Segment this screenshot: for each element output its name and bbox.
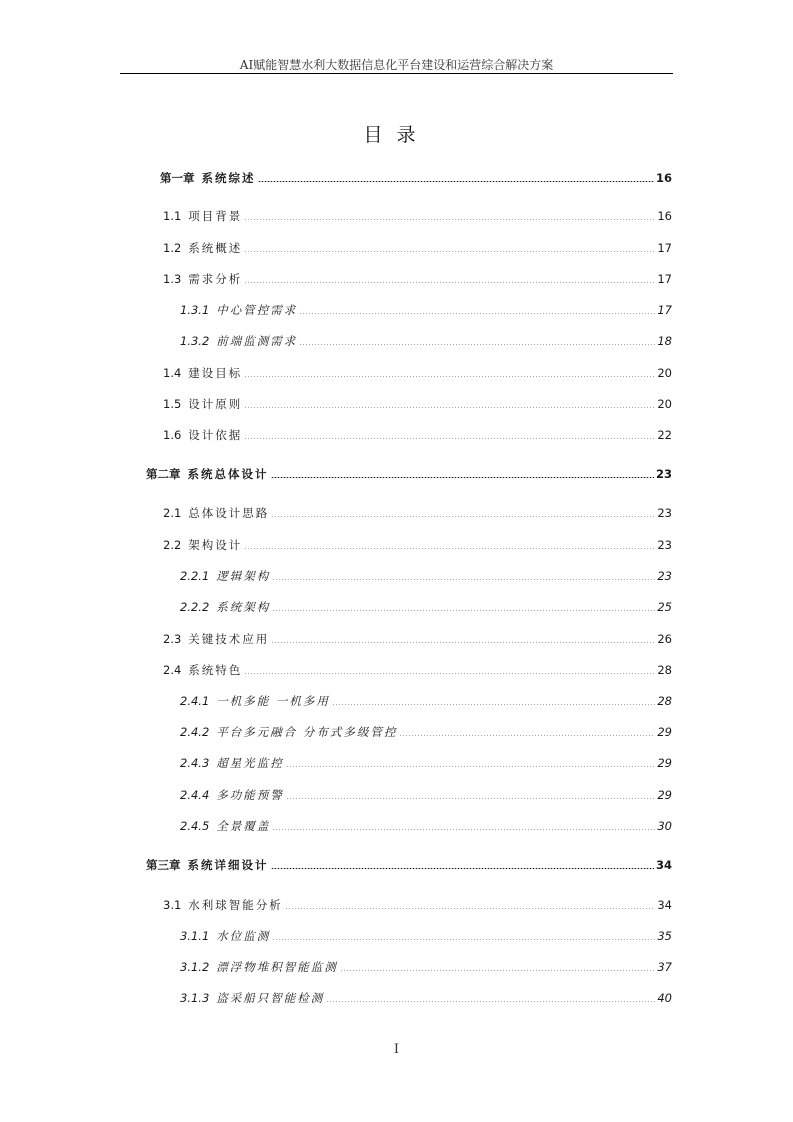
toc-dot-leader: [244, 438, 655, 439]
toc-entry-number: 2.1: [163, 506, 182, 520]
toc-entry[interactable]: [180, 693, 672, 709]
toc-entry-page: 17: [657, 272, 672, 286]
toc-entry-title: 中心管控需求: [216, 303, 298, 317]
toc-entry-page: 23: [657, 569, 672, 583]
toc-entry-title: 一机多能 一机多用: [216, 694, 330, 708]
toc-entry-number: 第一章: [160, 171, 195, 185]
toc-dot-leader: [272, 939, 655, 940]
toc-entry-title: 项目背景: [188, 209, 243, 223]
running-header: AI赋能智慧水利大数据信息化平台建设和运营综合解决方案: [239, 58, 554, 72]
toc-dot-leader: [244, 376, 655, 377]
toc-dot-leader: [244, 219, 655, 220]
toc-entry[interactable]: [163, 897, 672, 913]
toc-entry-title: 关键技术应用: [188, 632, 270, 646]
toc-entry-title: 水利球智能分析: [188, 898, 283, 912]
toc-entry-number: 第三章: [146, 858, 181, 872]
toc-dot-leader: [244, 407, 655, 408]
toc-dot-leader: [271, 477, 654, 478]
toc-entry-title: 设计原则: [188, 397, 243, 411]
toc-dot-leader: [299, 344, 655, 345]
toc-dot-leader: [272, 829, 655, 830]
toc-entry-page: 25: [657, 600, 672, 614]
toc-entry[interactable]: [163, 240, 672, 256]
toc-entry-title: 超星光监控: [216, 756, 284, 770]
toc-entry[interactable]: [163, 208, 672, 224]
toc-entry[interactable]: [180, 333, 672, 349]
toc-entry-page: 37: [657, 960, 672, 974]
toc-entry-page: 26: [657, 632, 672, 646]
toc-entry-title: 系统架构: [216, 600, 271, 614]
toc-entry-page: 16: [657, 209, 672, 223]
toc-entry-number: 1.3: [163, 272, 182, 286]
toc-entry-number: 2.4.3: [180, 756, 210, 770]
toc-entry-page: 28: [657, 694, 672, 708]
toc-entry-page: 23: [657, 506, 672, 520]
toc-dot-leader: [286, 766, 656, 767]
toc-entry[interactable]: [163, 505, 672, 521]
toc-entry-title: 系统特色: [188, 663, 243, 677]
toc-entry[interactable]: [180, 568, 672, 584]
toc-entry-title: 系统综述: [201, 171, 256, 185]
toc-entry[interactable]: [163, 662, 672, 678]
toc-entry-number: 2.2: [163, 538, 182, 552]
toc-dot-leader: [244, 282, 655, 283]
toc-entry[interactable]: [146, 466, 672, 482]
toc-entry-number: 2.4: [163, 663, 182, 677]
toc-entry-title: 漂浮物堆积智能监测: [216, 960, 338, 974]
toc-entry-page: 20: [657, 366, 672, 380]
toc-entry-title: 盗采船只智能检测: [216, 991, 325, 1005]
toc-entry-title: 系统详细设计: [187, 858, 269, 872]
toc-entry-title: 水位监测: [216, 929, 271, 943]
toc-entry-page: 29: [657, 788, 672, 802]
toc-entry-page: 34: [657, 898, 672, 912]
toc-title: 目录: [363, 124, 430, 146]
toc-entry-number: 2.2.2: [180, 600, 210, 614]
toc-entry-title: 全景覆盖: [216, 819, 271, 833]
toc-entry-page: 16: [655, 171, 672, 185]
toc-dot-leader: [399, 735, 655, 736]
toc-entry-title: 逻辑架构: [216, 569, 271, 583]
toc-dot-leader: [285, 908, 656, 909]
toc-dot-leader: [272, 579, 655, 580]
toc-entry-title: 架构设计: [188, 538, 243, 552]
toc-dot-leader: [272, 610, 655, 611]
toc-entry-page: 18: [657, 334, 672, 348]
toc-entry-title: 多功能预警: [216, 788, 284, 802]
toc-entry[interactable]: [163, 631, 672, 647]
toc-dot-leader: [244, 548, 655, 549]
toc-entry-page: 29: [657, 725, 672, 739]
toc-entry-title: 总体设计思路: [188, 506, 270, 520]
toc-entry[interactable]: [163, 396, 672, 412]
toc-dot-leader: [299, 313, 655, 314]
toc-entry-title: 系统概述: [188, 241, 243, 255]
toc-dot-leader: [258, 181, 654, 182]
toc-entry-number: 1.3.1: [180, 303, 210, 317]
page-number: I: [393, 1042, 400, 1057]
toc-entry-page: 40: [657, 991, 672, 1005]
toc-entry-page: 30: [657, 819, 672, 833]
toc-entry[interactable]: [180, 755, 672, 771]
toc-entry[interactable]: [180, 959, 672, 975]
toc-entry-title: 建设目标: [188, 366, 243, 380]
toc-dot-leader: [271, 868, 654, 869]
toc-entry[interactable]: [163, 365, 672, 381]
toc-dot-leader: [244, 251, 655, 252]
toc-entry-number: 1.3.2: [180, 334, 210, 348]
toc-entry-page: 17: [657, 303, 672, 317]
toc-entry-title: 设计依据: [188, 428, 243, 442]
toc-entry[interactable]: [180, 302, 672, 318]
toc-entry[interactable]: [163, 537, 672, 553]
toc-entry-number: 3.1.3: [180, 991, 210, 1005]
toc-entry-page: 20: [657, 397, 672, 411]
header-rule: [120, 73, 673, 74]
toc-entry-number: 1.1: [163, 209, 182, 223]
toc-entry-title: 平台多元融合 分布式多级管控: [216, 725, 398, 739]
toc-entry[interactable]: [180, 928, 672, 944]
toc-entry-title: 前端监测需求: [216, 334, 298, 348]
toc-entry[interactable]: [146, 857, 672, 873]
toc-entry[interactable]: [163, 427, 672, 443]
toc-entry[interactable]: [180, 787, 672, 803]
toc-entry-title: 系统总体设计: [187, 467, 269, 481]
toc-entry-number: 第二章: [146, 467, 181, 481]
toc-entry-number: 2.2.1: [180, 569, 210, 583]
toc-entry[interactable]: [180, 990, 672, 1006]
toc-entry-page: 23: [657, 538, 672, 552]
toc-entry-number: 3.1.2: [180, 960, 210, 974]
toc-dot-leader: [271, 642, 655, 643]
toc-entry-number: 3.1.1: [180, 929, 210, 943]
toc-entry-number: 2.3: [163, 632, 182, 646]
toc-entry[interactable]: [160, 170, 672, 186]
toc-dot-leader: [286, 798, 656, 799]
toc-entry-title: 需求分析: [188, 272, 243, 286]
toc-entry-number: 2.4.4: [180, 788, 210, 802]
toc-dot-leader: [271, 516, 655, 517]
toc-entry-number: 1.5: [163, 397, 182, 411]
toc-entry-page: 35: [657, 929, 672, 943]
toc-entry-number: 2.4.5: [180, 819, 210, 833]
toc-dot-leader: [332, 704, 655, 705]
toc-entry-number: 1.4: [163, 366, 182, 380]
toc-entry-number: 1.2: [163, 241, 182, 255]
toc-entry[interactable]: [180, 724, 672, 740]
toc-entry[interactable]: [180, 599, 672, 615]
toc-entry[interactable]: [180, 818, 672, 834]
toc-entry-page: 34: [655, 858, 672, 872]
toc-entry-page: 22: [657, 428, 672, 442]
toc-dot-leader: [326, 1001, 655, 1002]
toc-dot-leader: [244, 673, 655, 674]
toc-dot-leader: [340, 970, 656, 971]
toc-entry-page: 29: [657, 756, 672, 770]
toc-entry-page: 23: [655, 467, 672, 481]
toc-entry[interactable]: [163, 271, 672, 287]
toc-entry-number: 2.4.1: [180, 694, 210, 708]
toc-entry-page: 17: [657, 241, 672, 255]
toc-entry-number: 2.4.2: [180, 725, 210, 739]
toc-entry-number: 3.1: [163, 898, 182, 912]
toc-entry-page: 28: [657, 663, 672, 677]
toc-entry-number: 1.6: [163, 428, 182, 442]
